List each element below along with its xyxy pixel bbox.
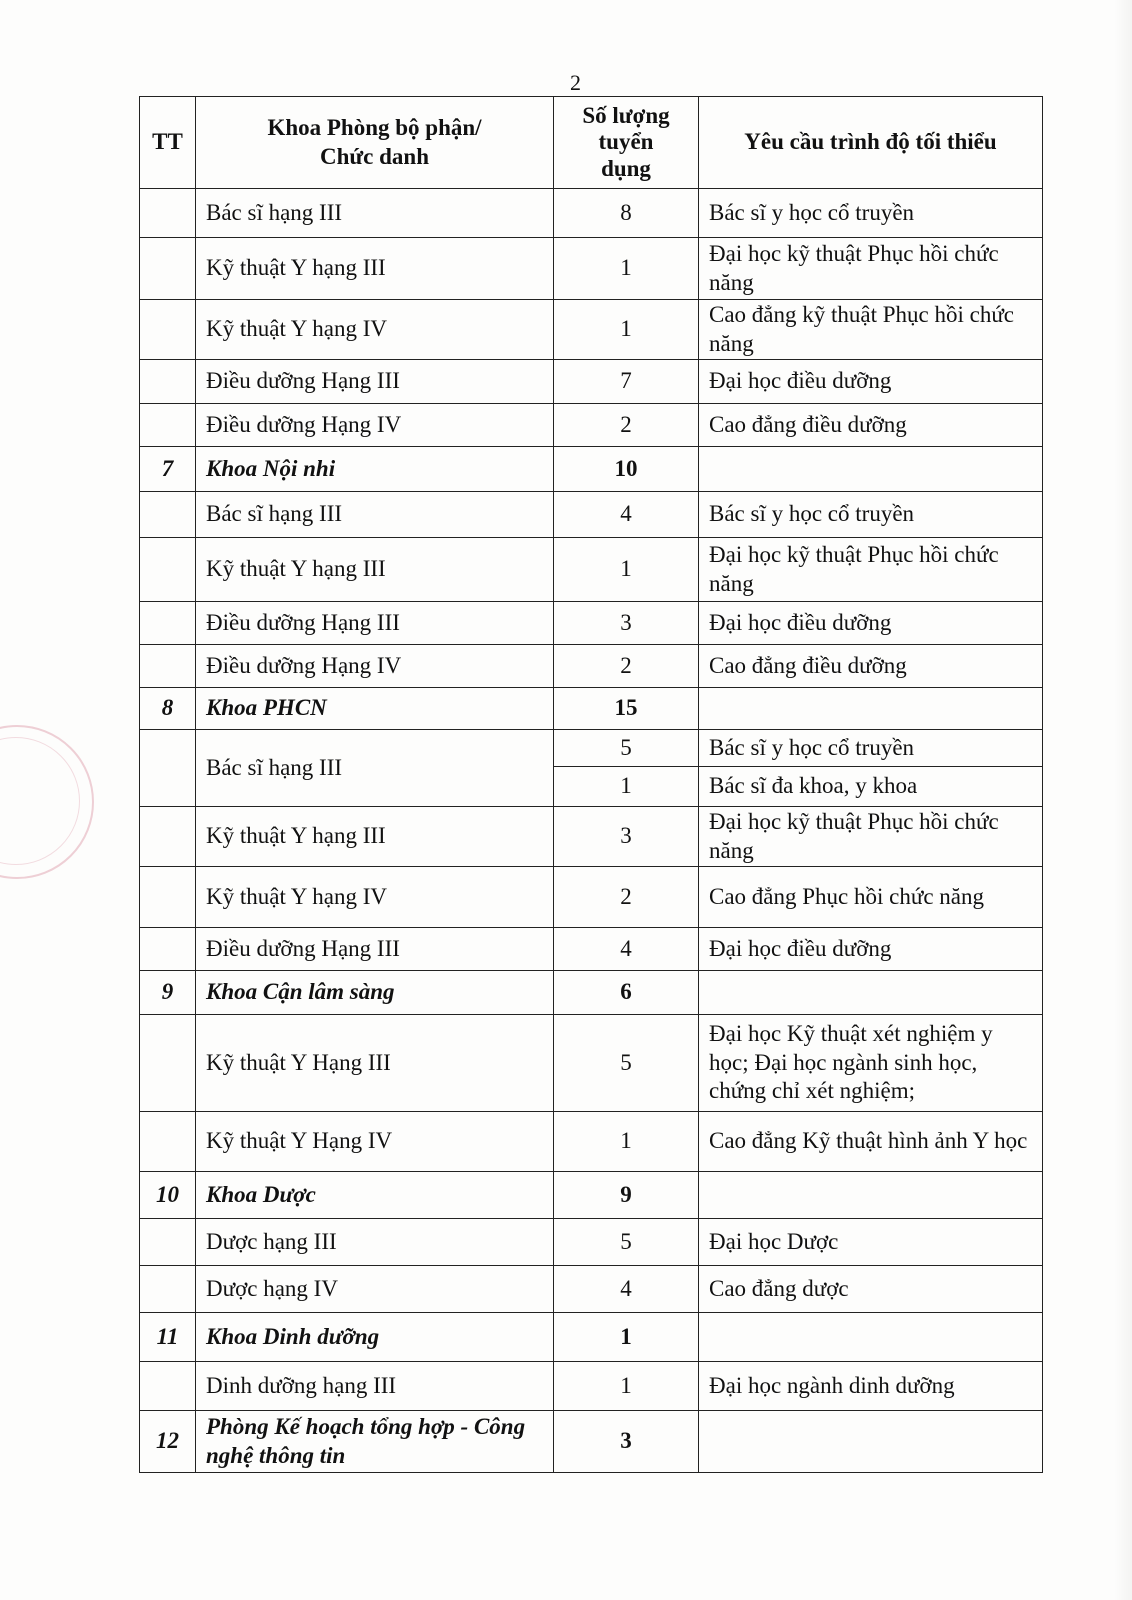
row-tt — [140, 1015, 196, 1112]
row-position: Kỹ thuật Y hạng III — [196, 538, 554, 602]
row-requirement: Cao đẳng dược — [699, 1266, 1043, 1313]
table-row — [140, 1362, 1043, 1411]
row-requirement: Cao đẳng điều dưỡng — [699, 645, 1043, 688]
table-row — [140, 492, 1043, 538]
row-quantity: 4 — [554, 1266, 699, 1313]
row-requirement: Đại học Kỹ thuật xét nghiệm y học; Đại học ngành sinh học, chứng chỉ xét nghiệm; — [699, 1015, 1043, 1112]
row-requirement: Đại học ngành dinh dưỡng — [699, 1362, 1043, 1411]
row-position: Điều dưỡng Hạng III — [196, 602, 554, 645]
row-requirement: Đại học điều dưỡng — [699, 928, 1043, 971]
table-row — [140, 1266, 1043, 1313]
row-quantity: 4 — [554, 492, 699, 538]
row-requirement — [699, 1313, 1043, 1362]
row-position: Kỹ thuật Y Hạng III — [196, 1015, 554, 1112]
department-total: 9 — [554, 1172, 699, 1219]
row-position: Bác sĩ hạng III — [196, 730, 554, 807]
row-position: Điều dưỡng Hạng III — [196, 928, 554, 971]
department-total: 10 — [554, 447, 699, 492]
header-department — [196, 97, 554, 189]
row-quantity: 2 — [554, 404, 699, 447]
table-row — [140, 238, 1043, 300]
row-position: Điều dưỡng Hạng IV — [196, 645, 554, 688]
table-row — [140, 189, 1043, 238]
row-quantity: 4 — [554, 928, 699, 971]
scan-edge-shadow — [1114, 0, 1132, 1600]
row-position: Kỹ thuật Y hạng IV — [196, 867, 554, 928]
row-requirement — [699, 1172, 1043, 1219]
row-requirement: Đại học Dược — [699, 1219, 1043, 1266]
row-quantity: 1 — [554, 767, 699, 807]
department-total: 1 — [554, 1313, 699, 1362]
row-requirement: Đại học kỹ thuật Phục hồi chức năng — [699, 807, 1043, 867]
table-row — [140, 867, 1043, 928]
table-row — [140, 928, 1043, 971]
header-requirement: Yêu cầu trình độ tối thiểu — [699, 97, 1043, 189]
row-quantity: 5 — [554, 1015, 699, 1112]
department-name: Khoa Dược — [196, 1172, 554, 1219]
row-quantity: 2 — [554, 867, 699, 928]
row-requirement: Bác sĩ y học cổ truyền — [699, 730, 1043, 767]
department-name: Khoa Dinh dưỡng — [196, 1313, 554, 1362]
row-position: Kỹ thuật Y hạng IV — [196, 300, 554, 360]
row-requirement: Bác sĩ y học cổ truyền — [699, 189, 1043, 238]
header-department-line2: Chức danh — [319, 143, 430, 169]
row-requirement: Đại học kỹ thuật Phục hồi chức năng — [699, 538, 1043, 602]
row-requirement: Cao đẳng Phục hồi chức năng — [699, 867, 1043, 928]
row-tt: 7 — [140, 447, 196, 492]
row-position: Dược hạng IV — [196, 1266, 554, 1313]
row-position: Bác sĩ hạng III — [196, 492, 554, 538]
table-row — [140, 602, 1043, 645]
row-tt — [140, 404, 196, 447]
header-tt: TT — [140, 97, 196, 189]
row-position: Dược hạng III — [196, 1219, 554, 1266]
row-requirement: Cao đẳng điều dưỡng — [699, 404, 1043, 447]
header-department-line1: Khoa Phòng bộ phận/ — [267, 114, 482, 140]
recruitment-table — [139, 96, 1043, 1473]
row-tt — [140, 1112, 196, 1172]
row-quantity: 2 — [554, 645, 699, 688]
page-number: 2 — [570, 70, 581, 95]
row-tt: 9 — [140, 971, 196, 1015]
row-position: Kỹ thuật Y hạng III — [196, 238, 554, 300]
header-quantity-line3: dụng — [601, 155, 651, 181]
department-name: Khoa Cận lâm sàng — [196, 971, 554, 1015]
row-tt — [140, 189, 196, 238]
header-quantity-line1: Số lượng — [582, 102, 670, 128]
row-tt: 8 — [140, 688, 196, 730]
row-tt — [140, 867, 196, 928]
table-row — [140, 645, 1043, 688]
department-name: Khoa PHCN — [196, 688, 554, 730]
row-tt: 10 — [140, 1172, 196, 1219]
department-total: 3 — [554, 1411, 699, 1473]
table-row — [140, 300, 1043, 360]
row-requirement — [699, 688, 1043, 730]
row-tt — [140, 807, 196, 867]
department-name: Phòng Kế hoạch tổng hợp - Công nghệ thông tin — [196, 1411, 554, 1473]
row-position: Điều dưỡng Hạng IV — [196, 404, 554, 447]
row-position: Bác sĩ hạng III — [196, 189, 554, 238]
table-row — [140, 360, 1043, 404]
row-quantity: 8 — [554, 189, 699, 238]
row-tt — [140, 1266, 196, 1313]
row-requirement: Bác sĩ y học cổ truyền — [699, 492, 1043, 538]
row-position: Điều dưỡng Hạng III — [196, 360, 554, 404]
row-tt — [140, 730, 196, 807]
row-position: Kỹ thuật Y Hạng IV — [196, 1112, 554, 1172]
row-quantity: 1 — [554, 238, 699, 300]
department-row — [140, 688, 1043, 730]
row-requirement: Bác sĩ đa khoa, y khoa — [699, 767, 1043, 807]
row-tt — [140, 1219, 196, 1266]
table-header-row — [140, 97, 1043, 189]
row-tt: 11 — [140, 1313, 196, 1362]
row-quantity: 5 — [554, 1219, 699, 1266]
department-row — [140, 971, 1043, 1015]
row-quantity: 1 — [554, 538, 699, 602]
table-row — [140, 807, 1043, 867]
department-row — [140, 447, 1043, 492]
row-quantity: 1 — [554, 300, 699, 360]
row-position: Dinh dưỡng hạng III — [196, 1362, 554, 1411]
department-name: Khoa Nội nhi — [196, 447, 554, 492]
row-tt — [140, 300, 196, 360]
row-tt: 12 — [140, 1411, 196, 1473]
row-requirement — [699, 971, 1043, 1015]
department-total: 6 — [554, 971, 699, 1015]
row-requirement: Đại học kỹ thuật Phục hồi chức năng — [699, 238, 1043, 300]
table-row — [140, 404, 1043, 447]
row-quantity: 1 — [554, 1362, 699, 1411]
row-tt — [140, 238, 196, 300]
row-requirement: Đại học điều dưỡng — [699, 360, 1043, 404]
table-row — [140, 1112, 1043, 1172]
header-quantity-line2: tuyển — [598, 129, 654, 155]
department-row — [140, 1172, 1043, 1219]
row-tt — [140, 645, 196, 688]
table-row — [140, 1015, 1043, 1112]
row-requirement: Cao đẳng kỹ thuật Phục hồi chức năng — [699, 300, 1043, 360]
department-total: 15 — [554, 688, 699, 730]
table-row — [140, 730, 1043, 767]
row-tt — [140, 538, 196, 602]
red-seal-stamp — [0, 725, 94, 879]
row-requirement: Cao đẳng Kỹ thuật hình ảnh Y học — [699, 1112, 1043, 1172]
row-tt — [140, 928, 196, 971]
row-quantity: 5 — [554, 730, 699, 767]
row-tt — [140, 492, 196, 538]
row-tt — [140, 602, 196, 645]
row-requirement: Đại học điều dưỡng — [699, 602, 1043, 645]
row-quantity: 7 — [554, 360, 699, 404]
row-requirement — [699, 1411, 1043, 1473]
header-quantity — [554, 97, 699, 189]
department-row — [140, 1411, 1043, 1473]
table-row — [140, 1219, 1043, 1266]
row-quantity: 3 — [554, 602, 699, 645]
row-tt — [140, 360, 196, 404]
department-row — [140, 1313, 1043, 1362]
table-row — [140, 538, 1043, 602]
row-requirement — [699, 447, 1043, 492]
row-tt — [140, 1362, 196, 1411]
row-quantity: 3 — [554, 807, 699, 867]
row-quantity: 1 — [554, 1112, 699, 1172]
row-position: Kỹ thuật Y hạng III — [196, 807, 554, 867]
